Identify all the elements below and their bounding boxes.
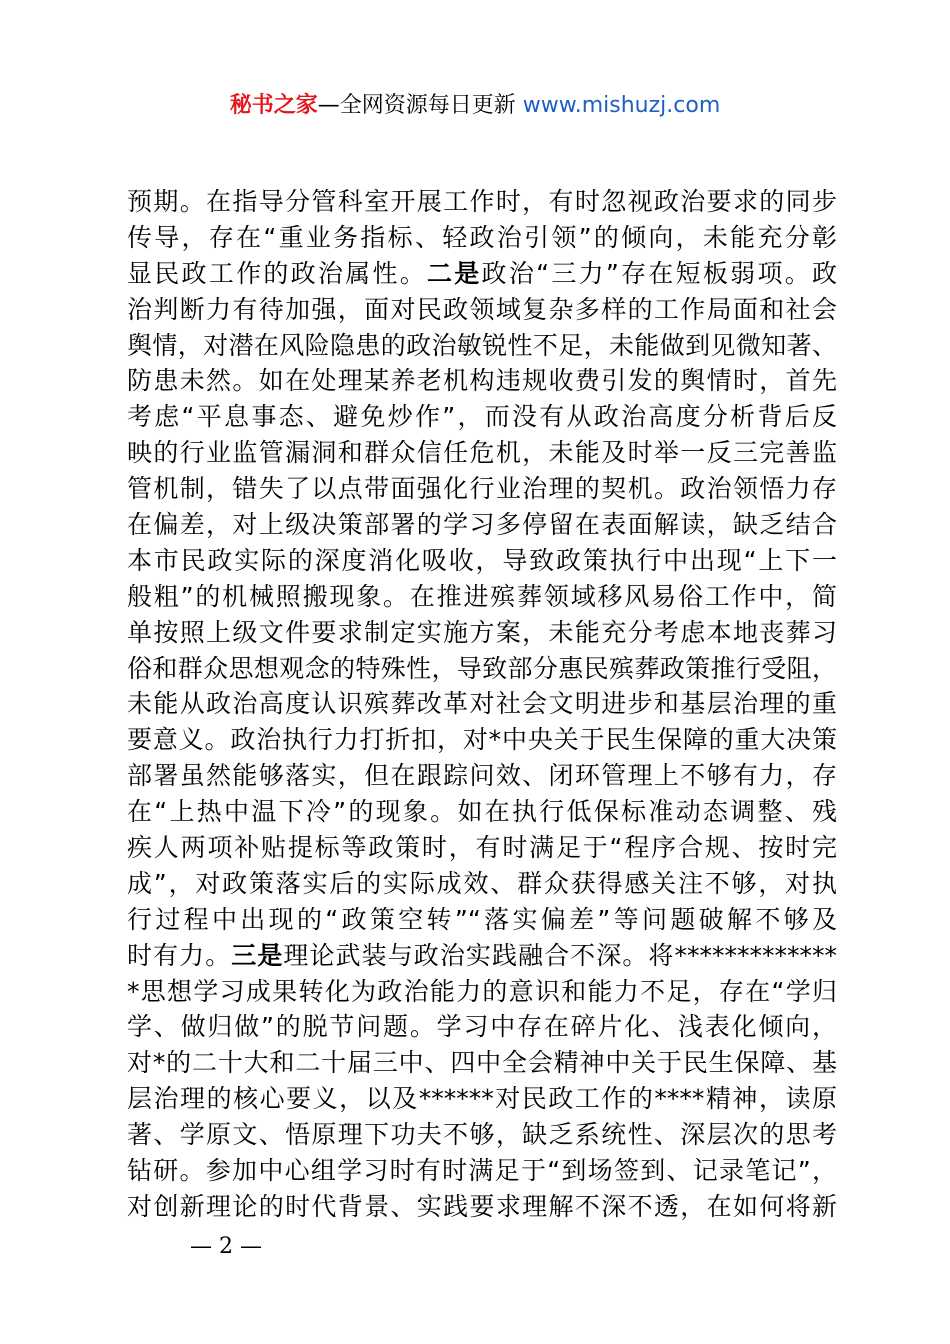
text-line — [127, 256, 837, 292]
text-line: 本市民政实际的深度消化吸收，导致政策执行中出现“上下一 — [127, 545, 837, 575]
site-header — [0, 86, 950, 126]
text-line: 未能从政治高度认识殡葬改革对社会文明进步和基层治理的重 — [127, 689, 837, 719]
text-line: 考虑“平息事态、避免炒作”，而没有从政治高度分析背后反 — [127, 402, 837, 432]
text-line: 著、学原文、悟原理下功夫不够，缺乏系统性、深层次的思考 — [127, 1120, 837, 1150]
text-line: 学、做归做”的脱节问题。学习中存在碎片化、浅表化倾向， — [127, 1012, 837, 1042]
text-line: 钻研。参加中心组学习时有时满足于“到场签到、记录笔记”， — [127, 1156, 837, 1186]
text-line: 在“上热中温下冷”的现象。如在执行低保标准动态调整、残 — [127, 797, 837, 827]
text-line: 部署虽然能够落实，但在跟踪问效、闭环管理上不够有力，存 — [127, 761, 837, 791]
text-line: 单按照上级文件要求制定实施方案，未能充分考虑本地丧葬习 — [127, 617, 837, 647]
text-segment: 时有力。 — [127, 940, 232, 970]
text-line: 在偏差，对上级决策部署的学习多停留在表面解读，缺乏结合 — [127, 510, 837, 540]
text-line: 映的行业监管漏洞和群众信任危机，未能及时举一反三完善监 — [127, 438, 837, 468]
site-url[interactable]: www.mishuzj.com — [522, 93, 721, 118]
text-line: 治判断力有待加强，面对民政领域复杂多样的工作局面和社会 — [127, 294, 837, 324]
text-line: 层治理的核心要义，以及******对民政工作的****精神，读原 — [127, 1084, 837, 1114]
text-line: 舆情，对潜在风险隐患的政治敏锐性不足，未能做到见微知著、 — [127, 330, 837, 360]
text-line: 对*的二十大和二十届三中、四中全会精神中关于民生保障、基 — [127, 1048, 837, 1078]
page-number: — 2 — — [190, 1234, 262, 1259]
site-brand: 秘书之家 — [229, 93, 318, 118]
document-body — [127, 184, 837, 1225]
text-line: 行过程中出现的“政策空转”“落实偏差”等问题破解不够及 — [127, 904, 837, 934]
bold-marker: 二是 — [427, 258, 482, 288]
text-line: 俗和群众思想观念的特殊性，导致部分惠民殡葬政策推行受阻， — [127, 653, 837, 683]
text-segment: 理论武装与政治实践融合不深。将************* — [283, 940, 837, 970]
text-line: 要意义。政治执行力打折扣，对*中央关于民生保障的重大决策 — [127, 725, 837, 755]
site-tagline: —全网资源每日更新 — [317, 93, 523, 118]
text-line: 防患未然。如在处理某养老机构违规收费引发的舆情时，首先 — [127, 366, 837, 396]
text-line — [127, 938, 837, 974]
text-segment: 政治“三力”存在短板弱项。政 — [481, 258, 837, 288]
text-segment: 显民政工作的政治属性。 — [127, 258, 427, 288]
text-line: 般粗”的机械照搬现象。在推进殡葬领域移风易俗工作中，简 — [127, 581, 837, 611]
text-line: 预期。在指导分管科室开展工作时，有时忽视政治要求的同步 — [127, 187, 837, 216]
bold-marker: 三是 — [231, 940, 284, 970]
text-line: 管机制，错失了以点带面强化行业治理的契机。政治领悟力存 — [127, 474, 837, 504]
text-line: 成”，对政策落实后的实际成效、群众获得感关注不够，对执 — [127, 868, 837, 898]
text-line: 疾人两项补贴提标等政策时，有时满足于“程序合规、按时完 — [127, 833, 837, 863]
text-line: 对创新理论的时代背景、实践要求理解不深不透，在如何将新 — [127, 1191, 837, 1221]
text-line: *思想学习成果转化为政治能力的意识和能力不足，存在“学归 — [127, 976, 837, 1006]
text-line: 传导，存在“重业务指标、轻政治引领”的倾向，未能充分彰 — [127, 222, 837, 252]
